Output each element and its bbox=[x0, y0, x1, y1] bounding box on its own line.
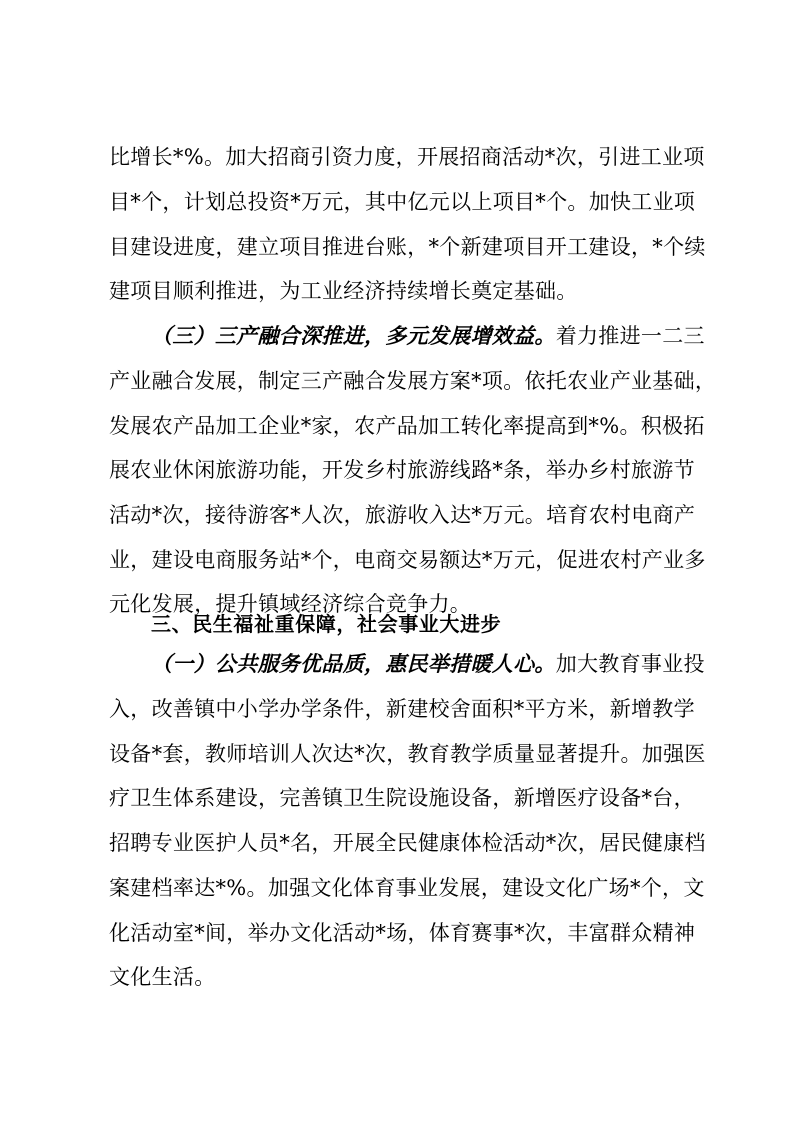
paragraph-line: 目*个，计划总投资*万元，其中亿元以上项目*个。加快工业项 bbox=[109, 190, 696, 214]
paragraph-line: 招聘专业医护人员*名，开展全民健康体检活动*次，居民健康档 bbox=[109, 831, 706, 855]
paragraph-line: 发展农产品加工企业*家，农产品加工转化率提高到*%。积极拓 bbox=[109, 414, 705, 438]
paragraph-line: 目建设进度，建立项目推进台账，*个新建项目开工建设，*个续 bbox=[109, 235, 706, 259]
paragraph-line: 化活动室*间，举办文化活动*场，体育赛事*次，丰富群众精神 bbox=[109, 921, 696, 945]
paragraph-first-line bbox=[151, 644, 705, 684]
paragraph-line: 入，改善镇中小学办学条件，新建校舍面积*平方米，新增教学 bbox=[109, 697, 695, 721]
paragraph-line: 设备*套，教师培训人次达*次，教育教学质量显著提升。加强医 bbox=[109, 742, 706, 766]
paragraph-line: 文化生活。 bbox=[109, 965, 216, 989]
paragraph-line: 元化发展，提升镇域经济综合竞争力。 bbox=[109, 592, 472, 616]
paragraph-line: 活动*次，接待游客*人次，旅游收入达*万元。培育农村电商产 bbox=[109, 503, 696, 527]
paragraph-line: 案建档率达*%。加强文化体育事业发展，建设文化广场*个，文 bbox=[109, 876, 705, 900]
paragraph-text: 着力推进一二三 bbox=[555, 324, 705, 348]
paragraph-line: 展农业休闲旅游功能，开发乡村旅游线路*条，举办乡村旅游节 bbox=[109, 458, 695, 482]
paragraph-first-line bbox=[151, 316, 705, 356]
paragraph-line: 比增长*%。加大招商引资力度，开展招商活动*次，引进工业项 bbox=[109, 145, 705, 169]
section-lead-heading: （一）公共服务优品质，惠民举措暖人心。 bbox=[151, 651, 556, 676]
paragraph-line: 疗卫生体系建设，完善镇卫生院设施设备，新增医疗设备*台， bbox=[109, 786, 695, 810]
paragraph-text: 加大教育事业投 bbox=[555, 652, 705, 676]
paragraph-line: 业，建设电商服务站*个，电商交易额达*万元，促进农村产业多 bbox=[109, 548, 706, 572]
section-lead-heading: （三）三产融合深推进，多元发展增效益。 bbox=[151, 323, 556, 348]
paragraph-line: 产业融合发展，制定三产融合发展方案*项。依托农业产业基础， bbox=[109, 369, 717, 393]
section-heading: 三、民生福祉重保障，社会事业大进步 bbox=[151, 612, 502, 636]
paragraph-line: 建项目顺利推进，为工业经济持续增长奠定基础。 bbox=[109, 279, 578, 303]
